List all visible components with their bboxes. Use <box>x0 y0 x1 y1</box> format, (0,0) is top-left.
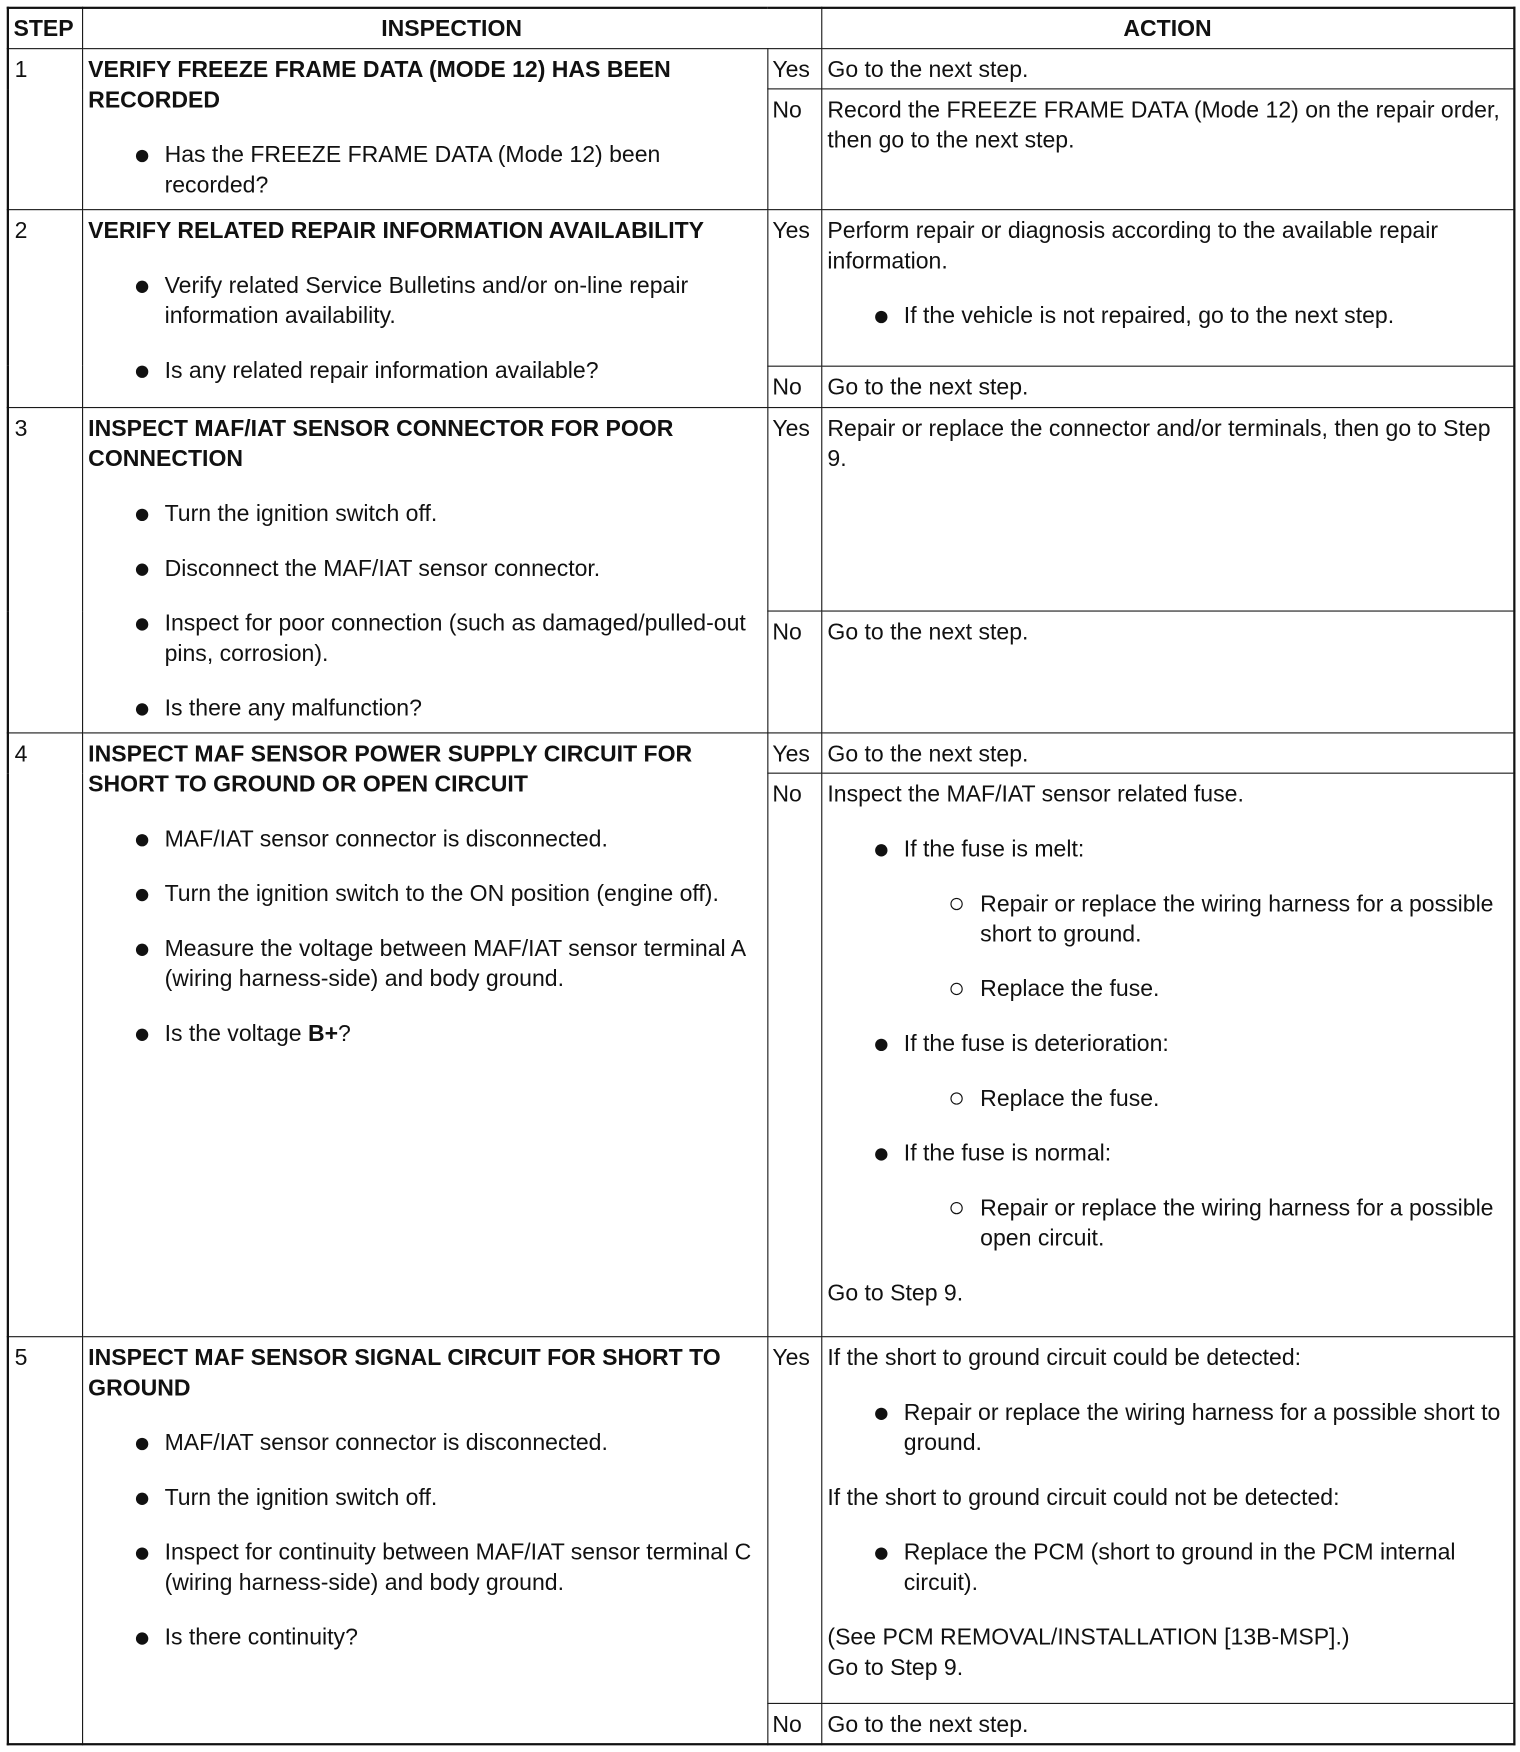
no-action <box>821 89 1514 209</box>
bullet-item: MAF/IAT sensor connector is disconnected. <box>131 824 762 854</box>
action-text: Go to Step 9. <box>827 1655 964 1682</box>
bullet-item: Is any related repair information available? <box>131 355 762 385</box>
bullet-text: If the fuse is normal: <box>903 1140 1112 1167</box>
bullet-item: Inspect for continuity between MAF/IAT sensor terminal C (wiring harness-side) and body ground. <box>131 1538 762 1598</box>
table-row <box>8 733 1514 773</box>
step-number: 5 <box>8 1337 82 1744</box>
bullet-text: If the fuse is melt: <box>903 836 1085 863</box>
no-action <box>821 1703 1514 1744</box>
bullet-item: Turn the ignition switch to the ON position (engine off). <box>131 879 762 909</box>
yes-action <box>821 209 1514 366</box>
yes-action <box>821 408 1514 611</box>
action-text: Go to the next step. <box>827 1711 1029 1738</box>
bullet-item: If the vehicle is not repaired, go to the next step. <box>870 300 1509 330</box>
sub-bullet-item: Replace the fuse. <box>946 1084 1508 1114</box>
bullet-item: Turn the ignition switch off. <box>131 1483 762 1513</box>
yes-label: Yes <box>767 209 821 366</box>
no-action <box>821 366 1514 408</box>
inspection-title: VERIFY FREEZE FRAME DATA (MODE 12) HAS BEEN RECORDED <box>88 57 671 113</box>
bullet-text: If the fuse is deterioration: <box>903 1031 1169 1057</box>
step-number: 1 <box>8 49 82 210</box>
bullet-item: Has the FREEZE FRAME DATA (Mode 12) been recorded? <box>131 140 762 200</box>
no-action <box>821 773 1514 1337</box>
yes-action <box>821 1337 1514 1703</box>
bullet-item <box>131 1019 762 1049</box>
bullet-item: Inspect for poor connection (such as damaged/pulled-out pins, corrosion). <box>131 609 762 669</box>
action-text: Go to the next step. <box>827 741 1029 768</box>
inspection-title: INSPECT MAF SENSOR POWER SUPPLY CIRCUIT FOR SHORT TO GROUND OR OPEN CIRCUIT <box>88 741 693 798</box>
action-text: Record the FREEZE FRAME DATA (Mode 12) on the repair order, then go to the next step. <box>827 97 1500 154</box>
bullet-text: ? <box>338 1021 351 1047</box>
sub-bullet-item: Replace the fuse. <box>946 974 1508 1004</box>
inspection-cell <box>82 733 767 1337</box>
action-text: Inspect the MAF/IAT sensor related fuse. <box>827 781 1244 808</box>
yes-action <box>821 49 1514 89</box>
diagnostic-table <box>7 7 1516 1746</box>
inspection-title: VERIFY RELATED REPAIR INFORMATION AVAILABILITY <box>88 217 705 244</box>
yes-label: Yes <box>767 49 821 89</box>
no-label: No <box>767 773 821 1337</box>
bullet-item: MAF/IAT sensor connector is disconnected. <box>131 1428 762 1458</box>
inspection-cell <box>82 1337 767 1744</box>
header-action: ACTION <box>821 8 1514 49</box>
bullet-item: Measure the voltage between MAF/IAT sensor terminal A (wiring harness-side) and body ground. <box>131 934 762 994</box>
table-row <box>8 1337 1514 1703</box>
bullet-item <box>870 834 1509 1004</box>
bullet-item: Is there continuity? <box>131 1623 762 1653</box>
no-label: No <box>767 611 821 733</box>
header-inspection: INSPECTION <box>82 8 821 49</box>
action-text: Go to Step 9. <box>827 1280 964 1307</box>
sub-bullet-item: Repair or replace the wiring harness for a possible open circuit. <box>946 1193 1508 1253</box>
yes-label: Yes <box>767 733 821 773</box>
no-action <box>821 611 1514 733</box>
bullet-item: Replace the PCM (short to ground in the PCM internal circuit). <box>870 1538 1509 1598</box>
inspection-cell <box>82 49 767 210</box>
no-label: No <box>767 1703 821 1744</box>
bullet-item: Turn the ignition switch off. <box>131 499 762 529</box>
action-text: Perform repair or diagnosis according to the available repair information. <box>827 217 1439 274</box>
sub-bullet-item: Repair or replace the wiring harness for a possible short to ground. <box>946 889 1508 949</box>
inspection-title: INSPECT MAF SENSOR SIGNAL CIRCUIT FOR SHORT TO GROUND <box>88 1345 721 1402</box>
action-text: Go to the next step. <box>827 619 1029 646</box>
bullet-bold-value: B+ <box>307 1021 339 1047</box>
step-number: 2 <box>8 209 82 408</box>
bullet-text: Is the voltage <box>164 1021 308 1047</box>
action-text: Repair or replace the connector and/or terminals, then go to Step 9. <box>827 416 1491 473</box>
step-number: 4 <box>8 733 82 1337</box>
no-label: No <box>767 89 821 209</box>
inspection-cell <box>82 408 767 733</box>
action-text: If the short to ground circuit could not be detected: <box>827 1485 1340 1512</box>
action-text: Go to the next step. <box>827 374 1029 401</box>
yes-label: Yes <box>767 1337 821 1703</box>
bullet-item <box>870 1029 1509 1114</box>
bullet-item: Verify related Service Bulletins and/or on-line repair information availability. <box>131 270 762 330</box>
bullet-item <box>870 1138 1509 1253</box>
table-header-row <box>8 8 1514 49</box>
bullet-item: Disconnect the MAF/IAT sensor connector. <box>131 554 762 584</box>
inspection-cell <box>82 209 767 408</box>
step-number: 3 <box>8 408 82 733</box>
action-text: If the short to ground circuit could be detected: <box>827 1345 1302 1372</box>
table-row <box>8 49 1514 89</box>
header-step: STEP <box>8 8 82 49</box>
bullet-item: Is there any malfunction? <box>131 694 762 724</box>
yes-action <box>821 733 1514 773</box>
yes-label: Yes <box>767 408 821 611</box>
table-row <box>8 209 1514 366</box>
reference-note: (See PCM REMOVAL/INSTALLATION [13B-MSP].) <box>827 1625 1350 1651</box>
bullet-item: Repair or replace the wiring harness for a possible short to ground. <box>870 1398 1509 1458</box>
no-label: No <box>767 366 821 408</box>
inspection-title: INSPECT MAF/IAT SENSOR CONNECTOR FOR POOR CONNECTION <box>88 416 674 473</box>
action-text: Go to the next step. <box>827 57 1029 83</box>
table-row <box>8 408 1514 611</box>
